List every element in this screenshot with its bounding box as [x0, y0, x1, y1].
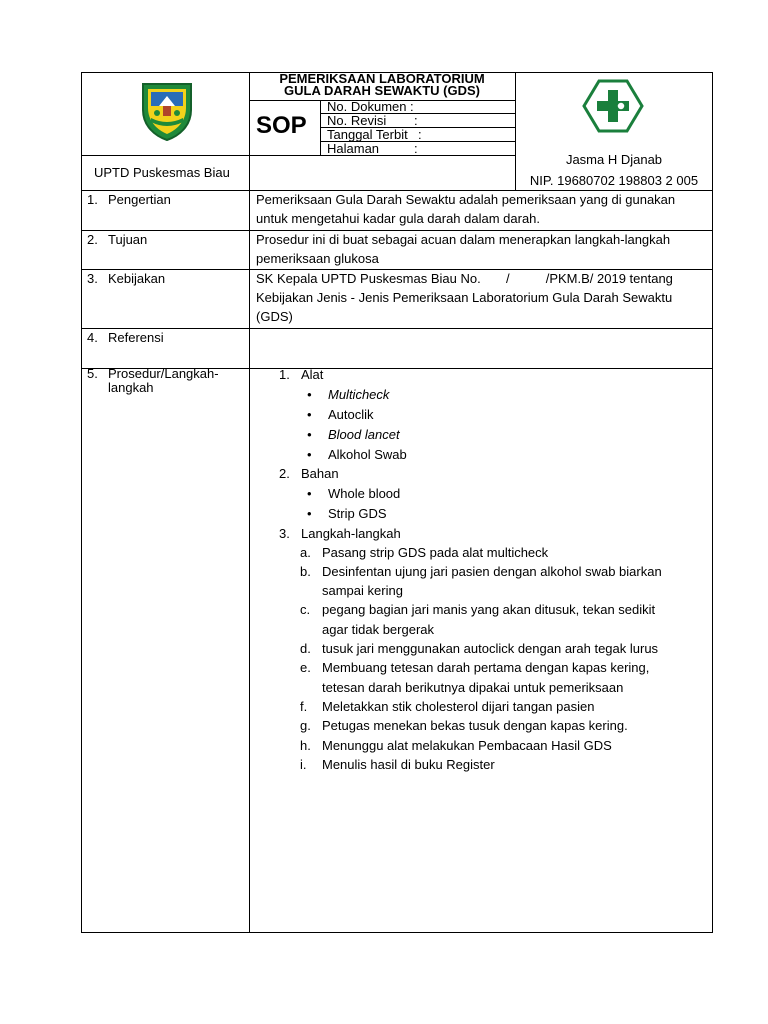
tujuan-text-line2: pemeriksaan glukosa [256, 251, 379, 266]
meta-sep-revisi: : [414, 113, 418, 128]
step-letter: b. [300, 564, 311, 579]
signer-name: Jasma H Djanab [565, 152, 663, 167]
kebijakan-text-line2: Kebijakan Jenis - Jenis Pemeriksaan Laboratorium Gula Darah Sewaktu [256, 290, 673, 305]
meta-label-tanggal: Tanggal Terbit [327, 127, 408, 142]
step-text: Desinfentan ujung jari pasien dengan alkohol swab biarkan [322, 564, 662, 579]
alat-item: • Alkohol Swab [328, 445, 407, 464]
alat-item: • Multicheck [328, 385, 389, 404]
meta-sep-dokumen: : [410, 99, 414, 114]
pengertian-text-line1: Pemeriksaan Gula Darah Sewaktu adalah pemeriksaan yang di gunakan [256, 192, 676, 207]
step-text: Menunggu alat melakukan Pembacaan Hasil GDS [322, 738, 612, 753]
pengertian-text-line2: untuk mengetahui kadar gula darah dalam darah. [256, 211, 541, 226]
organization-name: UPTD Puskesmas Biau [94, 165, 230, 180]
section-number-prosedur: 5. [87, 366, 98, 381]
meta-sep-tanggal: : [418, 127, 422, 142]
section-number-pengertian: 1. [87, 192, 98, 207]
step-text: tusuk jari menggunakan autoclick dengan arah tegak lurus [322, 641, 659, 656]
step-letter: g. [300, 718, 311, 733]
header-divider-left [81, 155, 515, 156]
langkah-title: Langkah-langkah [301, 526, 401, 541]
section-label-referensi: Referensi [108, 330, 164, 345]
alat-number: 1. [279, 367, 290, 382]
section-label-prosedur-line2: langkah [108, 380, 154, 395]
step-text: Menulis hasil di buku Register [322, 757, 495, 772]
section-number-tujuan: 2. [87, 232, 98, 247]
table-bottom-border [81, 932, 713, 933]
step-letter: f. [300, 699, 308, 714]
alat-title: Alat [301, 367, 324, 382]
regional-emblem-logo [137, 80, 197, 142]
step-text-continued: sampai kering [322, 583, 403, 598]
alat-item: • Blood lancet [328, 425, 400, 444]
bahan-number: 2. [279, 466, 290, 481]
step-text-continued: tetesan darah berikutnya dipakai untuk pemeriksaan [322, 680, 624, 695]
step-text: Membuang tetesan darah pertama dengan kapas kering, [322, 660, 650, 675]
step-letter: a. [300, 545, 311, 560]
section-label-tujuan: Tujuan [108, 232, 148, 247]
step-text-continued: agar tidak bergerak [322, 622, 435, 637]
step-text: Petugas menekan bekas tusuk dengan kapas kering. [322, 718, 628, 733]
bahan-item: • Strip GDS [328, 504, 387, 523]
langkah-number: 3. [279, 526, 290, 541]
step-letter: c. [300, 602, 311, 617]
step-text: Pasang strip GDS pada alat multicheck [322, 545, 549, 560]
section-label-prosedur-line1: Prosedur/Langkah- [108, 366, 219, 381]
section-label-pengertian: Pengertian [108, 192, 171, 207]
puskesmas-cross-logo [582, 79, 644, 133]
document-title-line1: PEMERIKSAAN LABORATORIUM [279, 71, 485, 86]
meta-label-dokumen: No. Dokumen [327, 99, 407, 114]
section-number-kebijakan: 3. [87, 271, 98, 286]
step-letter: d. [300, 641, 311, 656]
meta-label-revisi: No. Revisi [327, 113, 387, 128]
kebijakan-text-line1: SK Kepala UPTD Puskesmas Biau No. / /PKM.B/ 2019 tentang [256, 271, 673, 286]
step-letter: h. [300, 738, 311, 753]
step-letter: e. [300, 660, 311, 675]
section-number-referensi: 4. [87, 330, 98, 345]
sop-divider [320, 100, 321, 155]
kebijakan-text-line3: (GDS) [256, 309, 293, 324]
label-column-divider [249, 72, 250, 933]
document-title-line2: GULA DARAH SEWAKTU (GDS) [284, 83, 480, 98]
alat-item: • Autoclik [328, 405, 374, 424]
meta-sep-halaman: : [414, 141, 418, 156]
table-left-border [81, 72, 82, 933]
table-right-border [712, 72, 713, 933]
step-text: pegang bagian jari manis yang akan ditusuk, tekan sedikit [322, 602, 656, 617]
section-label-kebijakan: Kebijakan [108, 271, 166, 286]
bahan-item: • Whole blood [328, 484, 400, 503]
sop-label: SOP [256, 112, 307, 139]
meta-label-halaman: Halaman [327, 141, 380, 156]
bahan-title: Bahan [301, 466, 339, 481]
signer-nip: NIP. 19680702 198803 2 005 [529, 173, 699, 188]
step-letter: i. [300, 757, 307, 772]
step-text: Meletakkan stik cholesterol dijari tangan pasien [322, 699, 595, 714]
row-divider-3 [81, 328, 713, 329]
tujuan-text-line1: Prosedur ini di buat sebagai acuan dalam menerapkan langkah-langkah [256, 232, 671, 247]
